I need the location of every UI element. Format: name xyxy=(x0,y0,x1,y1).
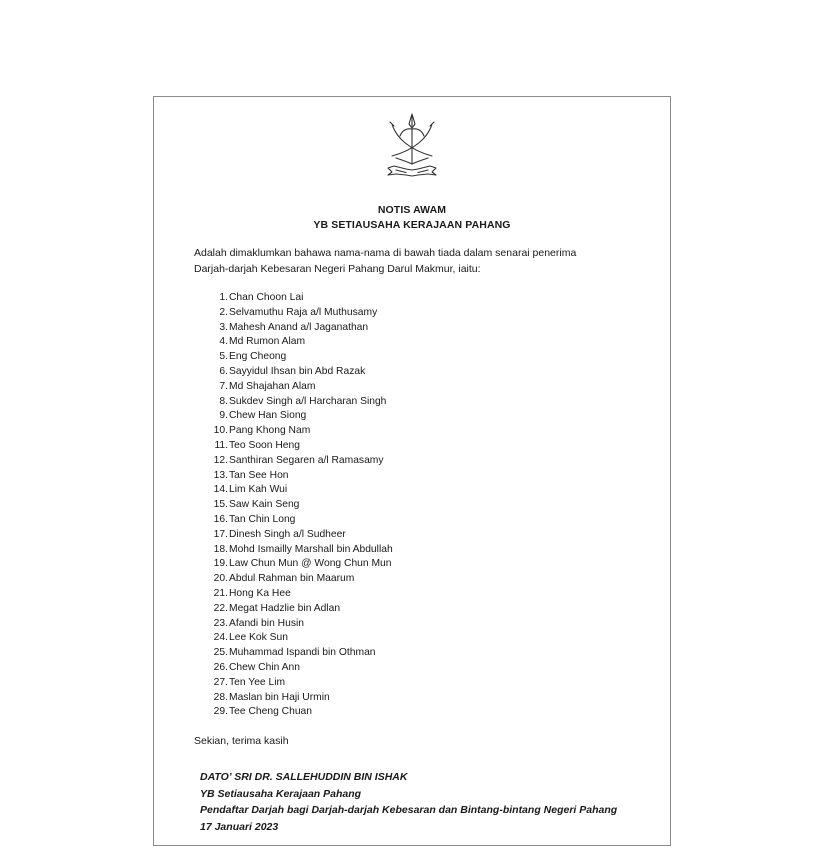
list-item xyxy=(208,291,393,306)
list-item-number: 17. xyxy=(213,528,228,540)
list-item xyxy=(208,557,393,572)
list-item-number: 2. xyxy=(219,306,228,318)
list-item xyxy=(208,469,393,484)
list-item xyxy=(208,454,393,469)
notice-title: NOTIS AWAM xyxy=(377,204,447,216)
list-item-name: Dinesh Singh a/l Sudheer xyxy=(229,528,346,540)
signatory-name: DATO’ SRI DR. SALLEHUDDIN BIN ISHAK xyxy=(200,771,408,783)
list-item-number: 7. xyxy=(219,380,228,392)
list-item-number: 5. xyxy=(219,351,228,363)
list-item xyxy=(208,617,393,632)
list-item-name: Maslan bin Haji Urmin xyxy=(229,691,330,703)
list-item xyxy=(208,661,393,676)
list-item xyxy=(208,498,393,513)
list-item-number: 19. xyxy=(213,558,228,570)
list-item-number: 8. xyxy=(219,395,228,407)
intro-line: Darjah-darjah Kebesaran Negeri Pahang Darul Makmur, iaitu: xyxy=(194,262,481,275)
list-item-number: 4. xyxy=(219,336,228,348)
list-item-number: 20. xyxy=(213,573,228,585)
list-item-name: Chew Chin Ann xyxy=(229,661,300,673)
list-item-name: Hong Ka Hee xyxy=(229,587,291,599)
list-item xyxy=(208,335,393,350)
list-item-name: Pang Khong Nam xyxy=(229,425,311,437)
names-list xyxy=(208,291,393,720)
list-item-name: Abdul Rahman bin Maarum xyxy=(229,573,355,585)
list-item-name: Sayyidul Ihsan bin Abd Razak xyxy=(229,365,366,377)
list-item-number: 21. xyxy=(213,587,228,599)
list-item xyxy=(208,380,393,395)
list-item-name: Chew Han Siong xyxy=(229,410,307,422)
list-item-name: Afandi bin Husin xyxy=(229,617,304,629)
list-item-number: 13. xyxy=(213,469,228,481)
list-item xyxy=(208,306,393,321)
list-item xyxy=(208,587,393,602)
list-item xyxy=(208,409,393,424)
list-item-number: 6. xyxy=(219,365,228,377)
list-item xyxy=(208,676,393,691)
list-item-number: 23. xyxy=(213,617,228,629)
list-item xyxy=(208,572,393,587)
list-item xyxy=(208,483,393,498)
notice-document xyxy=(153,96,671,846)
list-item-number: 1. xyxy=(219,292,228,303)
list-item-number: 28. xyxy=(213,691,228,703)
notice-subtitle: YB SETIAUSAHA KERAJAAN PAHANG xyxy=(313,219,511,231)
signature-block xyxy=(200,769,617,835)
list-item-name: Chan Choon Lai xyxy=(229,292,304,303)
list-item-name: Mohd Ismailly Marshall bin Abdullah xyxy=(229,543,393,555)
list-item-number: 16. xyxy=(213,513,228,525)
list-item xyxy=(208,705,393,720)
list-item-name: Law Chun Mun @ Wong Chun Mun xyxy=(229,558,392,570)
list-item-name: Mahesh Anand a/l Jaganathan xyxy=(229,321,369,333)
list-item-number: 15. xyxy=(213,499,228,511)
list-item-number: 22. xyxy=(213,602,228,614)
list-item xyxy=(208,543,393,558)
list-item xyxy=(208,321,393,336)
list-item-number: 24. xyxy=(213,632,228,644)
list-item xyxy=(208,646,393,661)
list-item-name: Sukdev Singh a/l Harcharan Singh xyxy=(229,395,387,407)
list-item-number: 25. xyxy=(213,647,228,659)
list-item-name: Santhiran Segaren a/l Ramasamy xyxy=(229,454,384,466)
intro-line: Adalah dimaklumkan bahawa nama-nama di bawah tiada dalam senarai penerima xyxy=(194,247,577,259)
list-item-name: Lim Kah Wui xyxy=(229,484,288,496)
list-item xyxy=(208,395,393,410)
intro-paragraph xyxy=(194,246,634,277)
list-item-number: 29. xyxy=(213,706,228,718)
list-item-name: Lee Kok Sun xyxy=(229,632,288,644)
list-item xyxy=(208,439,393,454)
list-item-number: 14. xyxy=(213,484,228,496)
list-item-number: 10. xyxy=(213,425,228,437)
list-item xyxy=(208,350,393,365)
closing-text: Sekian, terima kasih xyxy=(194,735,289,747)
list-item xyxy=(208,365,393,380)
list-item-number: 12. xyxy=(213,454,228,466)
list-item-name: Teo Soon Heng xyxy=(229,439,300,451)
list-item-number: 18. xyxy=(213,543,228,555)
list-item-number: 3. xyxy=(219,321,228,333)
list-item xyxy=(208,602,393,617)
list-item xyxy=(208,691,393,706)
signatory-role: Pendaftar Darjah bagi Darjah-darjah Kebesaran dan Bintang-bintang Negeri Pahang xyxy=(200,804,618,816)
pahang-crest-icon xyxy=(382,112,442,180)
list-item xyxy=(208,513,393,528)
list-item-name: Tan Chin Long xyxy=(229,513,296,525)
list-item-name: Muhammad Ispandi bin Othman xyxy=(229,647,376,659)
list-item-number: 26. xyxy=(213,661,228,673)
list-item xyxy=(208,528,393,543)
list-item-name: Tan See Hon xyxy=(229,469,289,481)
list-item-name: Saw Kain Seng xyxy=(229,499,300,511)
list-item-name: Megat Hadzlie bin Adlan xyxy=(229,602,341,614)
list-item-number: 9. xyxy=(219,410,228,422)
list-item xyxy=(208,424,393,439)
list-item-number: 27. xyxy=(213,676,228,688)
list-item xyxy=(208,631,393,646)
list-item-name: Tee Cheng Chuan xyxy=(229,706,313,718)
notice-date: 17 Januari 2023 xyxy=(200,820,279,833)
list-item-name: Selvamuthu Raja a/l Muthusamy xyxy=(229,306,378,318)
list-item-name: Md Shajahan Alam xyxy=(229,380,316,392)
list-item-name: Md Rumon Alam xyxy=(229,336,306,348)
signatory-title: YB Setiausaha Kerajaan Pahang xyxy=(200,787,362,800)
list-item-number: 11. xyxy=(214,439,228,451)
list-item-name: Ten Yee Lim xyxy=(229,676,286,688)
list-item-name: Eng Cheong xyxy=(229,351,287,363)
